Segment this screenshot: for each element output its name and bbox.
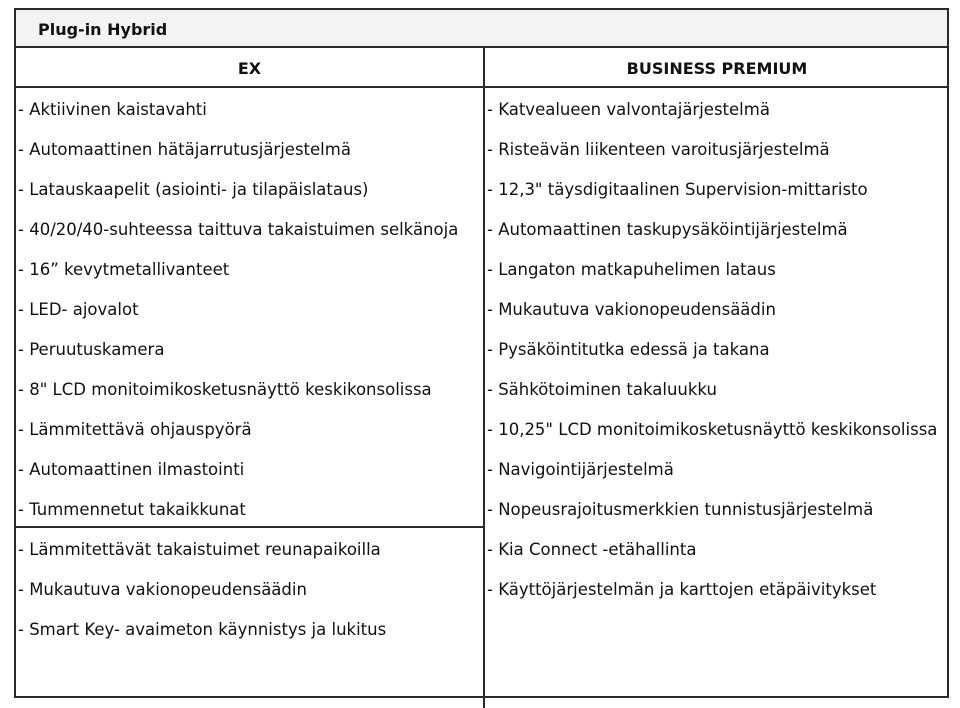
list-item: - Tummennetut takaikkunat [18, 500, 246, 519]
column-heading-business-premium: BUSINESS PREMIUM [626, 59, 808, 78]
list-item: - Mukautuva vakionopeudensäädin [487, 300, 776, 319]
equipment-table [14, 8, 949, 698]
list-item: - Latauskaapelit (asiointi- ja tilapäislataus) [18, 180, 369, 199]
list-item: - Katvealueen valvontajärjestelmä [487, 100, 770, 119]
list-item: - Mukautuva vakionopeudensäädin [18, 580, 307, 599]
list-item: - 10,25" LCD monitoimikosketusnäyttö keskikonsolissa [487, 420, 938, 439]
list-item: - Aktiivinen kaistavahti [18, 100, 207, 119]
table-title: Plug-in Hybrid [38, 20, 168, 39]
list-item: - Kia Connect -etähallinta [487, 540, 697, 559]
list-item: - Käyttöjärjestelmän ja karttojen etäpäivitykset [487, 580, 877, 599]
list-item: - Nopeusrajoitusmerkkien tunnistusjärjestelmä [487, 500, 874, 519]
list-item: - 12,3" täysdigitaalinen Supervision-mittaristo [487, 180, 868, 199]
list-item: - 8" LCD monitoimikosketusnäyttö keskikonsolissa [18, 380, 432, 399]
list-item: - Risteävän liikenteen varoitusjärjestelmä [487, 140, 830, 159]
column-header-row [16, 48, 947, 88]
column-heading-ex: EX [237, 59, 262, 78]
list-item: - 16” kevytmetallivanteet [18, 260, 230, 279]
list-item: - Pysäköintitutka edessä ja takana [487, 340, 770, 359]
list-item: - Lämmitettävä ohjauspyörä [18, 420, 252, 439]
column-divider [483, 48, 485, 708]
list-item: - Smart Key- avaimeton käynnistys ja lukitus [18, 620, 387, 639]
list-item: - Langaton matkapuhelimen lataus [487, 260, 776, 279]
list-item: - Navigointijärjestelmä [487, 460, 674, 479]
list-item: - Lämmitettävät takaistuimet reunapaikoilla [18, 540, 381, 559]
row-divider [16, 526, 483, 528]
list-item: - 40/20/40-suhteessa taittuva takaistuimen selkänoja [18, 220, 459, 239]
list-item: - Automaattinen ilmastointi [18, 460, 245, 479]
table-title-bar [16, 10, 947, 48]
list-item: - Automaattinen hätäjarrutusjärjestelmä [18, 140, 351, 159]
list-item: - Automaattinen taskupysäköintijärjestelmä [487, 220, 848, 239]
list-item: - Peruutuskamera [18, 340, 165, 359]
list-item: - LED- ajovalot [18, 300, 139, 319]
list-item: - Sähkötoiminen takaluukku [487, 380, 717, 399]
